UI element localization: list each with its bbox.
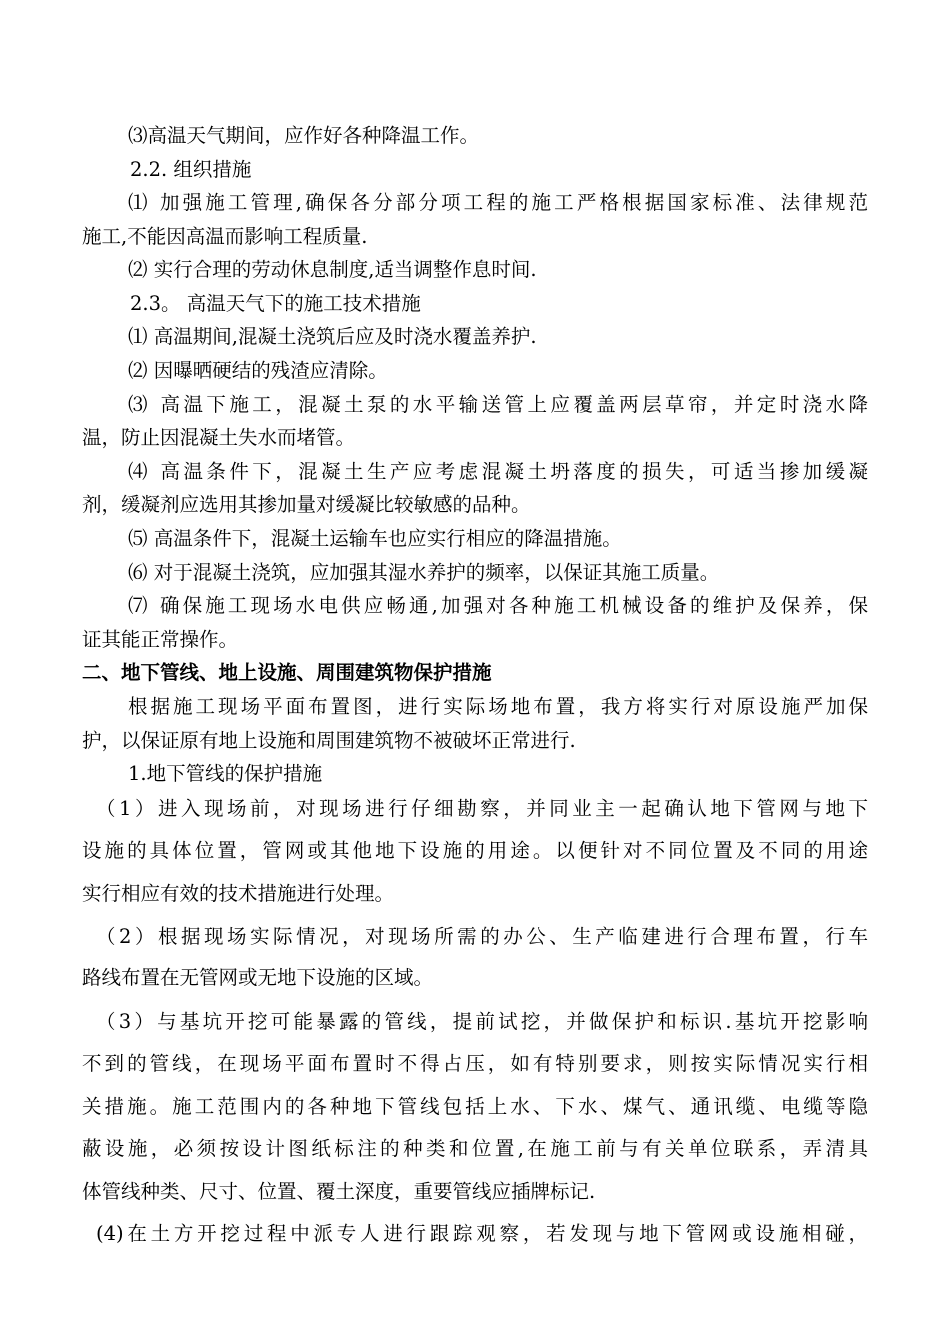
text-line: 温，防止因混凝土失水而堵管。 [82, 426, 356, 449]
text-line: 根据施工现场平面布置图，进行实际场地布置，我方将实行对原设施严加保 [128, 695, 868, 718]
text-line: (4)在土方开挖过程中派专人进行跟踪观察，若发现与地下管网或设施相碰， [96, 1222, 868, 1245]
text-line: ⑶ 高温下施工，混凝土泵的水平输送管上应覆盖两层草帘，并定时浇水降 [128, 393, 868, 416]
text-line: 护，以保证原有地上设施和周围建筑物不被破坏正常进行. [82, 729, 576, 752]
text-line: 施工,不能因高温而影响工程质量. [82, 225, 368, 248]
text-line: 实行相应有效的技术措施进行处理。 [82, 882, 395, 905]
text-line: ⑹ 对于混凝土浇筑，应加强其湿水养护的频率，以保证其施工质量。 [128, 561, 720, 584]
text-line: （3）与基坑开挖可能暴露的管线，提前试挖，并做保护和标识.基坑开挖影响 [96, 1010, 868, 1033]
text-line: 体管线种类、尺寸、位置、覆土深度，重要管线应插牌标记. [82, 1180, 596, 1203]
text-line: ⑷ 高温条件下，混凝土生产应考虑混凝土坍落度的损失，可适当掺加缓凝 [128, 460, 868, 483]
text-line: 设施的具体位置，管网或其他地下设施的用途。以便针对不同位置及不同的用途 [82, 839, 868, 862]
text-line: 剂，缓凝剂应选用其掺加量对缓凝比较敏感的品种。 [82, 493, 531, 516]
section-heading: 2.3。 高温天气下的施工技术措施 [130, 292, 421, 315]
section-heading: 2.2. 组织措施 [130, 158, 252, 181]
text-line: 路线布置在无管网或无地下设施的区域。 [82, 966, 434, 989]
text-line: （1）进入现场前，对现场进行仔细勘察，并同业主一起确认地下管网与地下 [96, 797, 868, 820]
text-line: ⑵ 因曝晒硬结的残渣应清除。 [128, 359, 388, 382]
text-line: 蔽设施，必须按设计图纸标注的种类和位置,在施工前与有关单位联系，弄清具 [82, 1137, 868, 1160]
text-line: ⑴ 高温期间,混凝土浇筑后应及时浇水覆盖养护. [128, 325, 537, 348]
text-line: ⑴ 加强施工管理,确保各分部分项工程的施工严格根据国家标准、法律规范 [128, 191, 868, 214]
text-line: 不到的管线，在现场平面布置时不得占压，如有特别要求，则按实际情况实行相 [82, 1052, 868, 1075]
text-line: ⑶高温天气期间，应作好各种降温工作。 [128, 124, 480, 147]
text-line: ⑵ 实行合理的劳动休息制度,适当调整作息时间. [128, 258, 537, 281]
chapter-heading: 二、地下管线、地上设施、周围建筑物保护措施 [82, 661, 492, 684]
text-line: ⑸ 高温条件下，混凝土运输车也应实行相应的降温措施。 [128, 527, 622, 550]
section-heading: 1.地下管线的保护措施 [128, 762, 323, 785]
text-line: 关措施。施工范围内的各种地下管线包括上水、下水、煤气、通讯缆、电缆等隐 [82, 1095, 868, 1118]
text-line: （2）根据现场实际情况，对现场所需的办公、生产临建进行合理布置，行车 [96, 925, 868, 948]
text-line: ⑺ 确保施工现场水电供应畅通,加强对各种施工机械设备的维护及保养，保 [128, 594, 868, 617]
text-line: 证其能正常操作。 [82, 628, 239, 651]
